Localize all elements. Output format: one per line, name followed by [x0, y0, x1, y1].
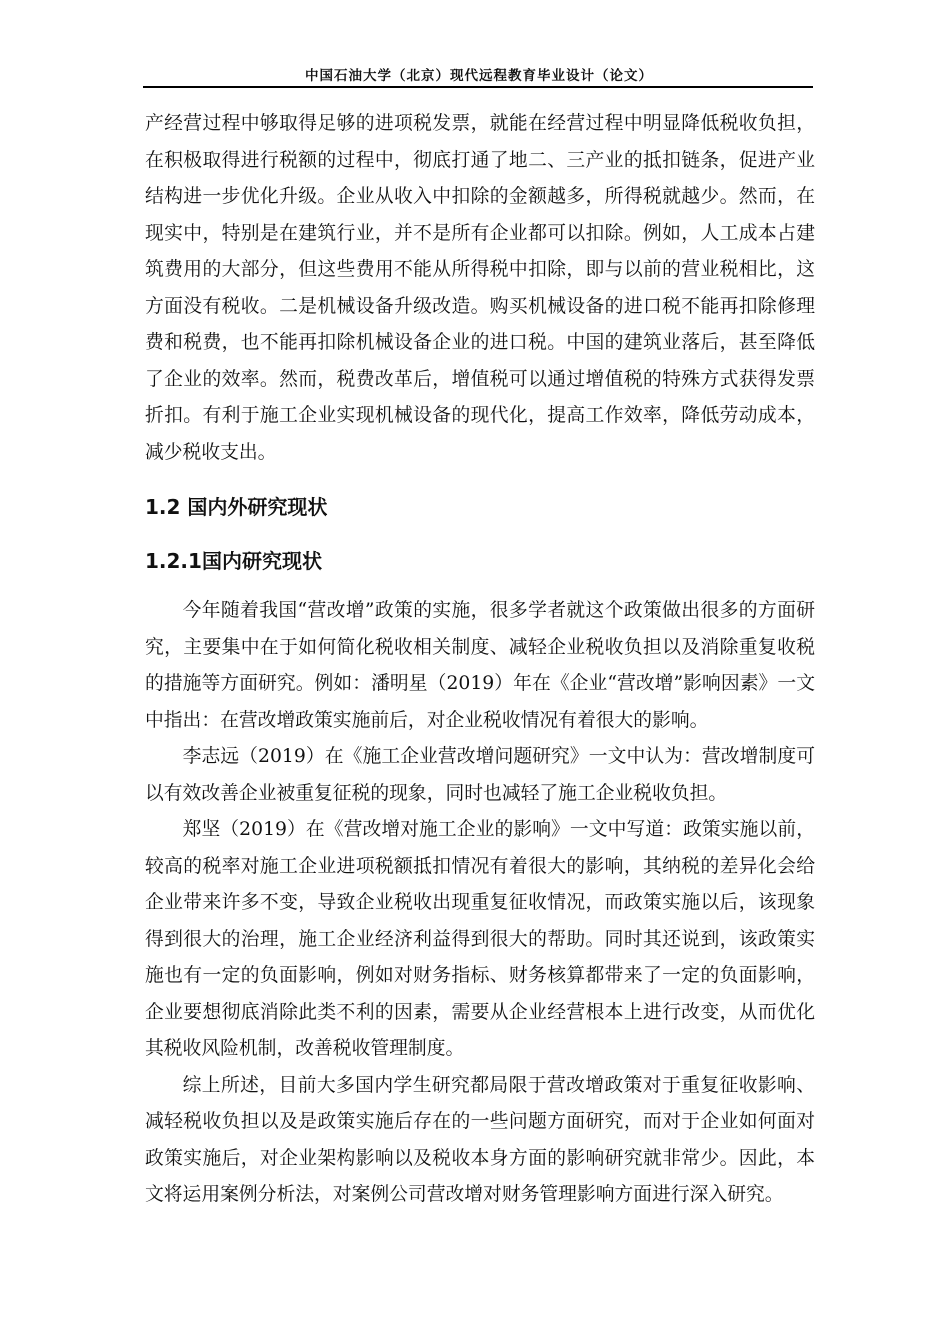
body-paragraph: 郑坚（2019）在《营改增对施工企业的影响》一文中写道：政策实施以前，较高的税率对施工企业进项税额抵扣情况有着很大的影响，其纳税的差异化会给企业带来许多不变，导致企业税收出现重复征收情况，而政策实施以后，该现象得到很大的治理，施工企业经济利益得到很大的帮助。同时其还说到，该政策实施也有一定的负面影响，例如对财务指标、财务核算都带来了一定的负面影响，企业要想彻底消除此类不利的因素，需要从企业经营根本上进行改变，从而优化其税收风险机制，改善税收管理制度。	[145, 819, 815, 1059]
body-paragraph: 综上所述，目前大多国内学生研究都局限于营改增政策对于重复征收影响、减轻税收负担以及是政策实施后存在的一些问题方面研究，而对于企业如何面对政策实施后，对企业架构影响以及税收本身方面的影响研究就非常少。因此，本文将运用案例分析法，对案例公司营改增对财务管理影响方面进行深入研究。	[145, 1074, 815, 1205]
body-paragraph: 李志远（2019）在《施工企业营改增问题研究》一文中认为：营改增制度可以有效改善企业被重复征税的现象，同时也减轻了施工企业税收负担。	[145, 746, 815, 804]
page-header-title: 中国石油大学（北京）现代远程教育毕业设计（论文）	[305, 68, 653, 84]
section-heading-1-2-1: 1.2.1国内研究现状	[145, 549, 322, 573]
body-paragraph-intro: 产经营过程中够取得足够的进项税发票，就能在经营过程中明显降低税收负担，在积极取得进行税额的过程中，彻底打通了地二、三产业的抵扣链条，促进产业结构进一步优化升级。企业从收入中扣除的金额越多，所得税就越少。然而，在现实中，特别是在建筑行业，并不是所有企业都可以扣除。例如，人工成本占建筑费用的大部分，但这些费用不能从所得税中扣除，即与以前的营业税相比，这方面没有税收。二是机械设备升级改造。购买机械设备的进口税不能再扣除修理费和税费，也不能再扣除机械设备企业的进口税。中国的建筑业落后，甚至降低了企业的效率。然而，税费改革后，增值税可以通过增值税的特殊方式获得发票折扣。有利于施工企业实现机械设备的现代化，提高工作效率，降低劳动成本，减少税收支出。	[145, 113, 815, 463]
header-divider	[143, 86, 813, 88]
body-paragraph: 今年随着我国“营改增”政策的实施，很多学者就这个政策做出很多的方面研究，主要集中在于如何简化税收相关制度、减轻企业税收负担以及消除重复收税的措施等方面研究。例如：潘明星（2019）年在《企业“营改增”影响因素》一文中指出：在营改增政策实施前后，对企业税收情况有着很大的影响。	[145, 600, 815, 731]
section-heading-1-2: 1.2 国内外研究现状	[145, 495, 328, 519]
document-body	[145, 106, 815, 1214]
